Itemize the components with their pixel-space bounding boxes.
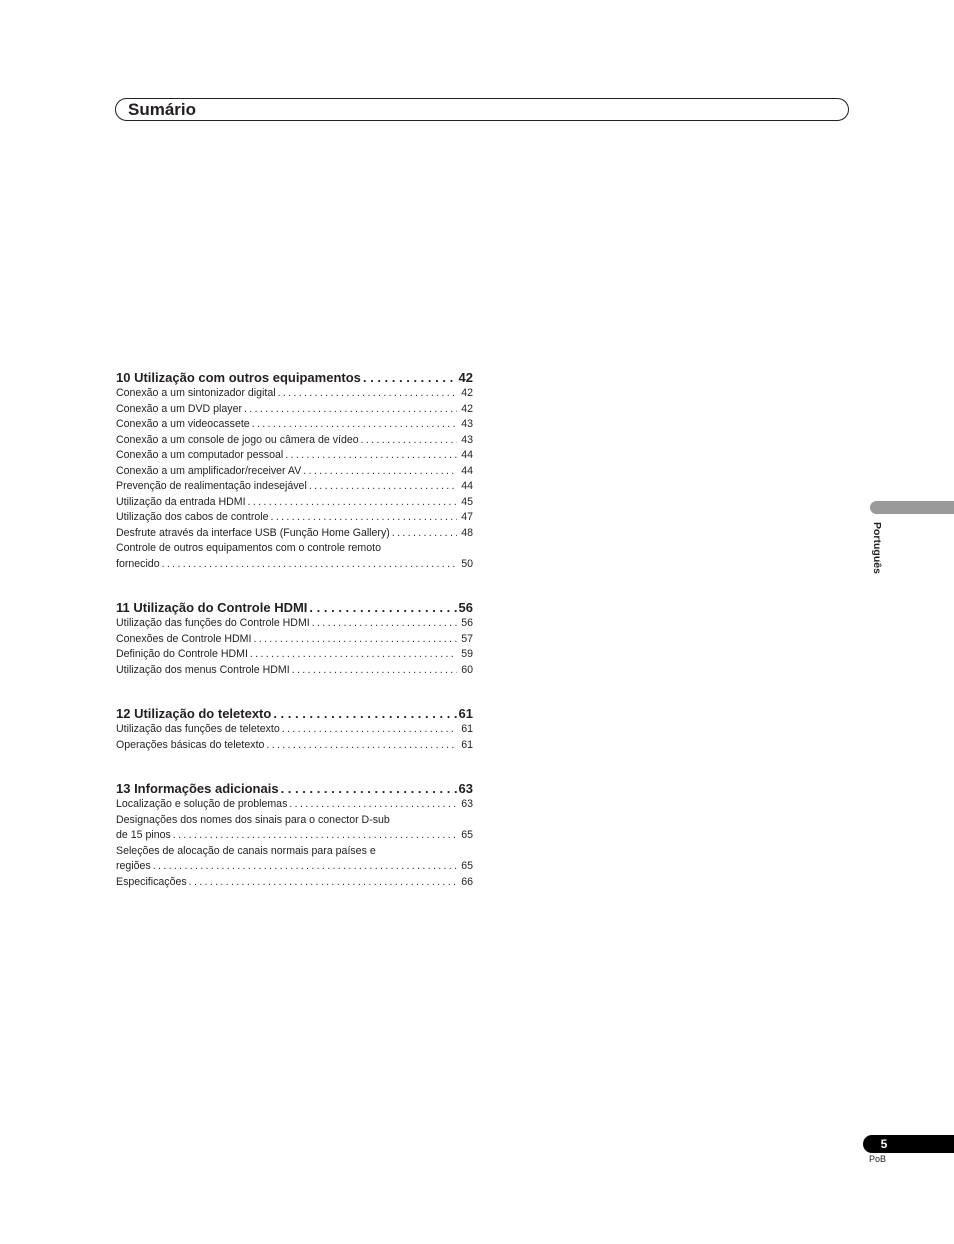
toc-entry-text: Conexão a um sintonizador digital: [116, 387, 276, 399]
dot-leader: [266, 738, 457, 754]
toc-entry-text: Utilização das funções do Controle HDMI: [116, 617, 310, 629]
dot-leader: [312, 616, 457, 632]
dot-leader: [173, 828, 457, 844]
toc-entry-text: Conexões de Controle HDMI: [116, 632, 252, 645]
toc-entry-text: Conexão a um computador pessoal: [116, 449, 284, 461]
dot-leader: [363, 369, 457, 386]
language-tab: [870, 501, 954, 514]
dot-leader: [189, 875, 457, 891]
toc-entry-page: 65: [461, 860, 473, 872]
dot-leader: [278, 386, 457, 402]
dot-leader: [392, 526, 457, 542]
toc-entry[interactable]: [116, 859, 473, 875]
page-number: 5: [880, 1137, 888, 1151]
toc-entry-text-line1[interactable]: Seleções de alocação de canais normais para países e: [116, 844, 376, 857]
toc-heading-text: 10 Utilização com outros equipamentos: [116, 370, 361, 385]
toc-heading-page: 42: [458, 370, 473, 385]
dot-leader: [253, 632, 457, 648]
toc-entry-page: 63: [461, 798, 473, 810]
toc-entry[interactable]: [116, 495, 473, 511]
toc-entry-page: 43: [461, 433, 473, 446]
toc-section: [116, 599, 473, 678]
toc-entry-text: Conexão a um console de jogo ou câmera de vídeo: [116, 433, 359, 446]
toc-entry-text: Utilização dos cabos de controle: [116, 511, 269, 523]
dot-leader: [281, 780, 457, 797]
dot-leader: [292, 663, 457, 679]
toc-heading[interactable]: [116, 599, 473, 616]
toc-entry-text: Localização e solução de problemas: [116, 798, 288, 810]
dot-leader: [252, 417, 457, 433]
toc-entry-text-line1[interactable]: Controle de outros equipamentos com o controle remoto: [116, 542, 381, 554]
toc-entry-text: regiões: [116, 860, 151, 872]
toc-section: [116, 705, 473, 753]
dot-leader: [248, 495, 457, 511]
toc-entry-page: 48: [461, 526, 473, 539]
toc-entry[interactable]: [116, 386, 473, 402]
toc-entry-text: Especificações: [116, 875, 187, 888]
toc-heading-page: 61: [458, 706, 473, 721]
toc-entry-page: 57: [461, 632, 473, 645]
toc-entry[interactable]: [116, 433, 473, 449]
table-of-contents: [116, 369, 473, 917]
toc-entry[interactable]: [116, 526, 473, 542]
toc-entry-text: Utilização das funções de teletexto: [116, 723, 280, 735]
toc-entry-page: 44: [461, 449, 473, 461]
toc-entry-page: 65: [461, 829, 473, 841]
toc-entry[interactable]: [116, 632, 473, 648]
toc-entry[interactable]: [116, 417, 473, 433]
toc-entry-page: 61: [461, 723, 473, 735]
toc-section: [116, 369, 473, 572]
toc-entry[interactable]: [116, 828, 473, 844]
toc-entry-page: 42: [461, 402, 473, 415]
dot-leader: [361, 433, 457, 449]
toc-entry-text: Prevenção de realimentação indesejável: [116, 480, 307, 492]
toc-entry-text: Conexão a um videocassete: [116, 418, 250, 430]
toc-heading-text: 13 Informações adicionais: [116, 781, 279, 796]
toc-entry[interactable]: [116, 479, 473, 495]
dot-leader: [285, 448, 457, 464]
toc-entry[interactable]: [116, 464, 473, 480]
toc-entry-text: Desfrute através da interface USB (Função Home Gallery): [116, 526, 390, 539]
toc-entry-text: Operações básicas do teletexto: [116, 738, 265, 751]
toc-entry-page: 60: [461, 663, 473, 676]
toc-entry-text-line1[interactable]: Designações dos nomes dos sinais para o conector D-sub: [116, 813, 390, 826]
dot-leader: [289, 797, 457, 813]
toc-entry-page: 61: [461, 738, 473, 751]
toc-entry[interactable]: [116, 663, 473, 679]
dot-leader: [162, 557, 457, 573]
toc-entry-page: 44: [461, 464, 473, 477]
toc-heading[interactable]: [116, 780, 473, 797]
dot-leader: [309, 599, 456, 616]
dot-leader: [309, 479, 457, 495]
toc-entry-text: Conexão a um DVD player: [116, 402, 243, 415]
toc-heading[interactable]: [116, 705, 473, 722]
toc-entry[interactable]: [116, 557, 473, 573]
toc-section: [116, 780, 473, 890]
dot-leader: [244, 402, 457, 418]
toc-entry[interactable]: [116, 738, 473, 754]
toc-entry[interactable]: [116, 875, 473, 891]
page-code: PoB: [869, 1154, 887, 1164]
toc-entry[interactable]: [116, 722, 473, 738]
toc-entry[interactable]: [116, 402, 473, 418]
language-label: Português: [871, 522, 883, 574]
dot-leader: [153, 859, 457, 875]
toc-heading[interactable]: [116, 369, 473, 386]
toc-entry-page: 66: [461, 875, 473, 888]
toc-heading-page: 56: [458, 600, 473, 615]
toc-entry[interactable]: [116, 797, 473, 813]
toc-entry[interactable]: [116, 647, 473, 663]
toc-entry-text: Utilização da entrada HDMI: [116, 495, 246, 508]
toc-entry-text: Definição do Controle HDMI: [116, 648, 248, 660]
toc-heading-text: 11 Utilização do Controle HDMI: [116, 600, 308, 615]
toc-entry-page: 59: [461, 648, 473, 660]
page-number-tab: [863, 1135, 954, 1153]
dot-leader: [303, 464, 457, 480]
dot-leader: [282, 722, 457, 738]
page-title: Sumário: [128, 100, 197, 119]
toc-entry-text: fornecido: [116, 557, 160, 570]
toc-entry-page: 44: [461, 480, 473, 492]
toc-heading-page: 63: [458, 781, 473, 796]
toc-entry-page: 50: [461, 557, 473, 570]
dot-leader: [271, 510, 457, 526]
toc-entry-page: 45: [461, 495, 473, 508]
toc-entry[interactable]: [116, 616, 473, 632]
dot-leader: [273, 705, 456, 722]
toc-entry-page: 56: [461, 617, 473, 629]
toc-entry-text: Utilização dos menus Controle HDMI: [116, 663, 290, 676]
toc-entry-page: 42: [461, 387, 473, 399]
title-bar: [115, 98, 849, 121]
toc-entry[interactable]: [116, 448, 473, 464]
toc-heading-text: 12 Utilização do teletexto: [116, 706, 272, 721]
toc-entry-page: 43: [461, 418, 473, 430]
dot-leader: [250, 647, 457, 663]
toc-entry-page: 47: [461, 511, 473, 523]
toc-entry-text: Conexão a um amplificador/receiver AV: [116, 464, 302, 477]
toc-entry-text: de 15 pinos: [116, 829, 171, 841]
toc-entry[interactable]: [116, 510, 473, 526]
